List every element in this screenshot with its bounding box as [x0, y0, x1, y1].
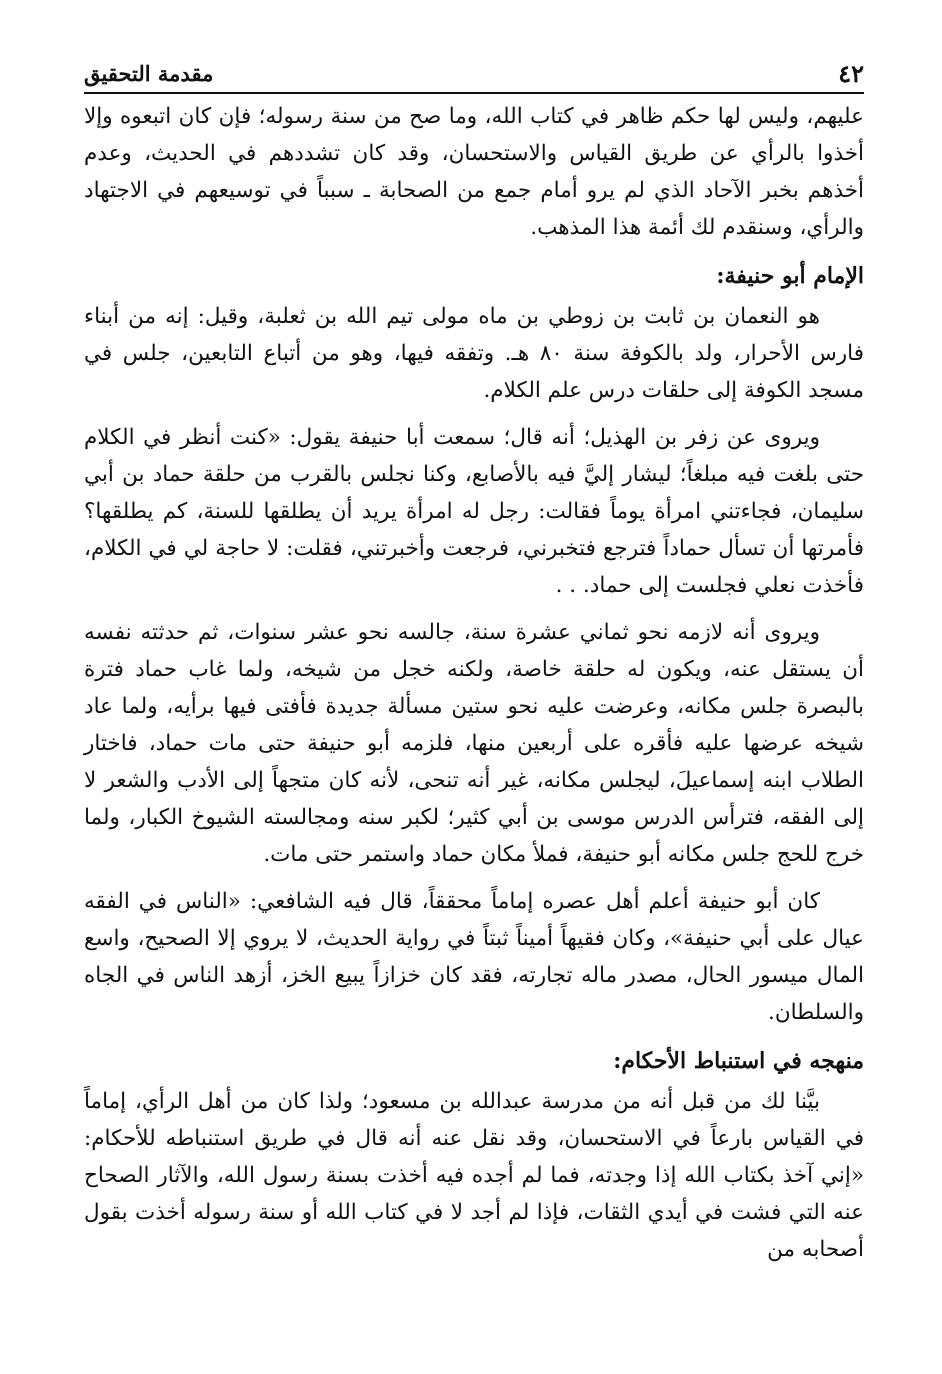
running-title: مقدمة التحقيق	[84, 60, 214, 86]
running-head	[84, 56, 864, 94]
section-heading-abu-hanifa: الإمام أبو حنيفة:	[716, 263, 864, 289]
book-page	[84, 56, 864, 1356]
page-content	[84, 98, 864, 1268]
paragraph-study-with-hammad: ويروى أنه لازمه نحو ثماني عشرة سنة، جالسه نحو عشر سنوات، ثم حدثته نفسه أن يستقل عنه، ويكون له حلقة خاصة، ولكنه خجل من شيخه، ولما غاب حماد فترة بالبصرة جلس مكانه، وعرضت عليه نحو ستين مسألة جديدة فأفتى فيها برأيه، ولما عاد شيخه عرضها عليه فأقره على أربعين منها، فلزمه أبو حنيفة حتى مات حماد، فاختار الطلاب ابنه إسماعيلَ، ليجلس مكانه، غير أنه تنحى، لأنه كان متجهاً إلى الأدب والشعر لا إلى الفقه، فترأس الدرس موسى بن أبي كثير؛ لكبر سنه ومجالسته الشيوخ الكبار، ولما خرج للحج جلس مكانه أبو حنيفة، فملأ مكان حماد واستمر حتى مات.	[84, 620, 864, 867]
page-number: ٤٢	[838, 58, 864, 88]
paragraph-intro-continuation: عليهم، وليس لها حكم ظاهر في كتاب الله، وما صح من سنة رسوله؛ فإن كان اتبعوه وإلا أخذوا بالرأي عن طريق القياس والاستحسان، وقد كان تشددهم في الحديث، وعدم أخذهم بخبر الآحاد الذي لم يرو أمام جمع من الصحابة ـ سبباً في توسيعهم في الاجتهاد والرأي، وسنقدم لك أئمة هذا المذهب.	[84, 104, 864, 240]
paragraph-zufar-narration: ويروى عن زفر بن الهذيل؛ أنه قال؛ سمعت أبا حنيفة يقول: «كنت أنظر في الكلام حتى بلغت فيه مبلغاً؛ ليشار إليَّ فيه بالأصابع، وكنا نجلس بالقرب من حلقة حماد بن أبي سليمان، فجاءتني امرأة يوماً فقالت: رجل له امرأة يريد أن يطلقها للسنة، كم يطلقها؟ فأمرتها أن تسأل حماداً فترجع فتخبرني، فرجعت وأخبرتني، فقلت: لا حاجة لي في الكلام، فأخذت نعلي فجلست إلى حماد. . .	[84, 425, 864, 598]
section-heading-method: منهجه في استنباط الأحكام:	[613, 1048, 864, 1074]
paragraph-biography: هو النعمان بن ثابت بن زوطي بن ماه مولى تيم الله بن ثعلبة، وقيل: إنه من أبناء فارس الأحرار، ولد بالكوفة سنة ٨٠ هـ. وتفقه فيها، وهو من أتباع التابعين، جلس في مسجد الكوفة إلى حلقات درس علم الكلام.	[84, 304, 864, 403]
paragraph-method: بيَّنا لك من قبل أنه من مدرسة عبدالله بن مسعود؛ ولذا كان من أهل الرأي، إماماً في القياس بارعاً في الاستحسان، وقد نقل عنه أنه قال في طريق استنباطه للأحكام: «إني آخذ بكتاب الله إذا وجدته، فما لم أجده فيه أخذت بسنة رسول الله، والآثار الصحاح عنه التي فشت في أيدي الثقات، فإذا لم أجد لا في كتاب الله أو سنة رسوله أخذت بقول أصحابه من	[84, 1089, 864, 1262]
paragraph-scholarly-standing: كان أبو حنيفة أعلم أهل عصره إماماً محققاً، قال فيه الشافعي: «الناس في الفقه عيال على أبي حنيفة»، وكان فقيهاً أميناً ثبتاً في رواية الحديث، لا يروي إلا الصحيح، واسع المال ميسور الحال، مصدر ماله تجارته، فقد كان خزازاً يبيع الخز، أزهد الناس في الجاه والسلطان.	[84, 889, 864, 1025]
